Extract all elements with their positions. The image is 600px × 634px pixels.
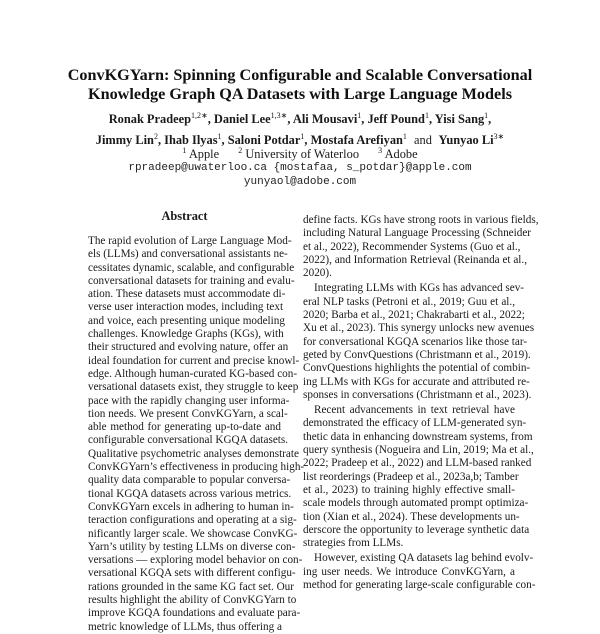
author-affiliation-marker: 2: [153, 132, 158, 142]
abstract-line: verse user interaction modes, including text: [88, 301, 284, 314]
abstract-line: able method for generating up-to-date and: [88, 421, 281, 434]
author-separator: ,: [207, 112, 214, 127]
body-line: ing user needs. We introduce ConvKGYarn, a: [303, 565, 515, 578]
paper-title: [60, 66, 540, 104]
body-line: 2020; Barba et al., 2021; Chakrabarti et al., 2022;: [303, 309, 525, 322]
author-name: Ronak Pradeep: [108, 112, 191, 127]
abstract-line: versational KGQA sets with different configu-: [88, 567, 296, 580]
author-name: Daniel Lee: [213, 112, 271, 127]
body-line: 2020).: [303, 267, 332, 280]
abstract-line: configurable conversational KGQA datasets.: [88, 434, 289, 447]
body-line: list reorderings (Pradeep et al., 2023a,b; Tamber: [303, 470, 519, 483]
affiliation-item: [182, 147, 219, 161]
affiliation-item: [238, 147, 359, 161]
author-line-1: [60, 107, 540, 128]
affiliation-name: Adobe: [384, 147, 418, 162]
author-affiliation-marker: 1: [217, 132, 222, 142]
abstract-body: [88, 235, 305, 634]
author-separator: ,: [221, 133, 228, 148]
abstract-line: The rapid evolution of Large Language Mod-: [88, 235, 292, 247]
body-line: However, existing QA datasets lag behind evolv-: [314, 552, 534, 565]
abstract-line: versational datasets exist, they struggle to keep: [88, 381, 299, 394]
body-line: tion (Xian et al., 2024). These developments un-: [303, 510, 520, 523]
author-affiliation-marker: 1: [357, 111, 362, 120]
left-column: [88, 209, 305, 634]
abstract-line: ConvKGYarn’s effectiveness in producing high-: [88, 461, 305, 474]
author-separator: ,: [304, 133, 311, 148]
body-line: scale models through automated prompt optimiza-: [303, 497, 529, 510]
body-line: et al., 2023) to training highly effective small-: [303, 483, 515, 496]
body-line: strategies from LLMs.: [303, 537, 404, 550]
abstract-line: tional KGQA datasets across various metrics.: [88, 487, 292, 500]
title-line-2: Knowledge Graph QA Datasets with Large Language Models: [87, 85, 513, 103]
email-line-1: rpradeep@uwaterloo.ca {mostafaa, s_potdar}@apple.com: [128, 162, 472, 174]
author-affiliation-marker: 1: [300, 132, 305, 142]
body-line: Integrating LLMs with KGs has advanced sev-: [314, 282, 525, 295]
author-affiliation-marker: 1: [402, 132, 407, 142]
abstract-line: and voice, each presenting unique modeling: [88, 314, 285, 327]
abstract-line: pace with the rapidly changing user informa-: [88, 394, 290, 407]
body-line: including Natural Language Processing (Schneider: [303, 227, 532, 240]
author-name: Mostafa Arefiyan: [310, 133, 403, 148]
body-line: Recent advancements in text retrieval have: [314, 404, 515, 417]
author-separator: ,: [287, 112, 293, 127]
abstract-line: versations — exploring model behavior on con-: [88, 554, 303, 567]
abstract-line: edge. Although human-curated KG-based con-: [88, 367, 298, 380]
author-emails: [60, 161, 540, 189]
affiliation-marker: 3: [378, 146, 383, 155]
body-line: ConvQuestions highlights the potential of combin-: [303, 362, 531, 375]
abstract-line: their structured and evolving nature, offer an: [88, 341, 289, 354]
abstract-line: tion needs. We present ConvKGYarn, a scal-: [88, 407, 288, 420]
abstract-heading: Abstract: [161, 209, 208, 223]
affiliation-name: University of Waterloo: [245, 147, 360, 162]
affiliation-marker: 2: [238, 146, 243, 155]
title-line-1: ConvKGYarn: Spinning Configurable and Scalable Conversational: [67, 66, 533, 84]
abstract-line: nificantly larger scale. We showcase ConvKG-: [88, 527, 298, 540]
author-name: Yisi Sang: [434, 112, 485, 127]
author-name: Jeff Pound: [367, 112, 425, 127]
body-line: geted by ConvQuestions (Christmann et al., 2019).: [303, 348, 531, 361]
body-line: method for generating large-scale configurable con-: [303, 579, 536, 592]
body-paragraph: [303, 552, 536, 592]
body-line: query synthesis (Nogueira and Lin, 2019; Ma et al.,: [303, 444, 534, 457]
body-line: derscore the opportunity to leverage synthetic data: [303, 523, 530, 536]
author-affiliation-marker: 1,2∗: [190, 111, 208, 120]
author-name: Ali Mousavi: [292, 112, 358, 127]
abstract-line: cessitates dynamic, scalable, and configurable: [88, 261, 295, 274]
author-affiliation-marker: 3∗: [493, 132, 505, 142]
affiliation-item: [378, 147, 417, 161]
author-separator: ,: [428, 112, 435, 127]
body-line: et al., 2022), Recommender Systems (Guo et al.,: [303, 240, 521, 253]
abstract-line: ation. These datasets must accommodate di-: [88, 288, 286, 301]
abstract-line: teraction configurations and operating at a sig-: [88, 514, 297, 527]
body-line: for conversational KGQA scenarios like those tar-: [303, 335, 528, 348]
abstract-line: Yarn’s utility by testing LLMs on diverse con-: [88, 540, 296, 553]
abstract-line: rations grounded in the same KG fact set. Our: [88, 580, 294, 593]
abstract-line: ideal foundation for current and precise knowl-: [88, 354, 300, 367]
body-line: Xu et al., 2023). This synergy unlocks new avenues: [303, 322, 535, 335]
author-and: and: [414, 133, 432, 148]
body-line: demonstrated the efficacy of LLM-generated syn-: [303, 417, 527, 430]
affiliation-marker: 1: [182, 146, 187, 155]
body-line: thetic data in enhancing downstream systems, from: [303, 430, 533, 443]
abstract-line: Qualitative psychometric analyses demonstrate: [88, 447, 299, 460]
author-affiliation-marker: 1: [484, 111, 489, 120]
author-affiliation-marker: 1,3∗: [270, 111, 288, 120]
body-line: 2022), and Information Retrieval (Reinanda et al.,: [303, 253, 527, 266]
author-name: Saloni Potdar: [227, 133, 301, 148]
abstract-line: results highlight the ability of ConvKGYarn to: [88, 594, 297, 607]
author-separator: ,: [361, 112, 368, 127]
affiliations: [60, 143, 540, 162]
abstract-line: metric knowledge of LLMs, thus offering a: [88, 620, 282, 633]
body-line: define facts. KGs have strong roots in various fields,: [303, 214, 539, 226]
body-line: 2022; Pradeep et al., 2022) and LLM-based ranked: [303, 457, 532, 470]
author-name: Jimmy Lin: [95, 133, 154, 148]
author-separator: ,: [157, 133, 165, 148]
abstract-line: challenges. Knowledge Graphs (KGs), with: [88, 328, 284, 341]
abstract-line: quality data comparable to popular conversa-: [88, 474, 291, 487]
body-line: sponses in conversations (Christmann et al., 2023).: [303, 388, 532, 401]
right-column: [303, 214, 539, 592]
author-affiliation-marker: 1: [424, 111, 429, 120]
abstract-line: improve KGQA foundations and evaluate para-: [88, 607, 301, 620]
body-line: eral NLP tasks (Petroni et al., 2019; Guu et al.,: [303, 295, 515, 308]
author-name: Yunyao Li: [438, 133, 494, 148]
body-paragraph: [303, 404, 534, 550]
body-paragraph: [303, 282, 535, 402]
abstract-line: conversational datasets for training and evalu-: [88, 274, 295, 287]
body-line: ing LLMs with KGs for accurate and attributed re-: [303, 375, 530, 388]
abstract-line: els (LLMs) and conversational assistants ne-: [88, 248, 288, 261]
body-paragraph: [303, 214, 539, 280]
affiliation-name: Apple: [188, 147, 220, 162]
abstract-line: ConvKGYarn excels in adhering to human in-: [88, 500, 294, 513]
email-line-2: yunyaol@adobe.com: [243, 176, 357, 188]
author-name: Ihab Ilyas: [164, 133, 218, 148]
author-separator: ,: [488, 112, 492, 127]
